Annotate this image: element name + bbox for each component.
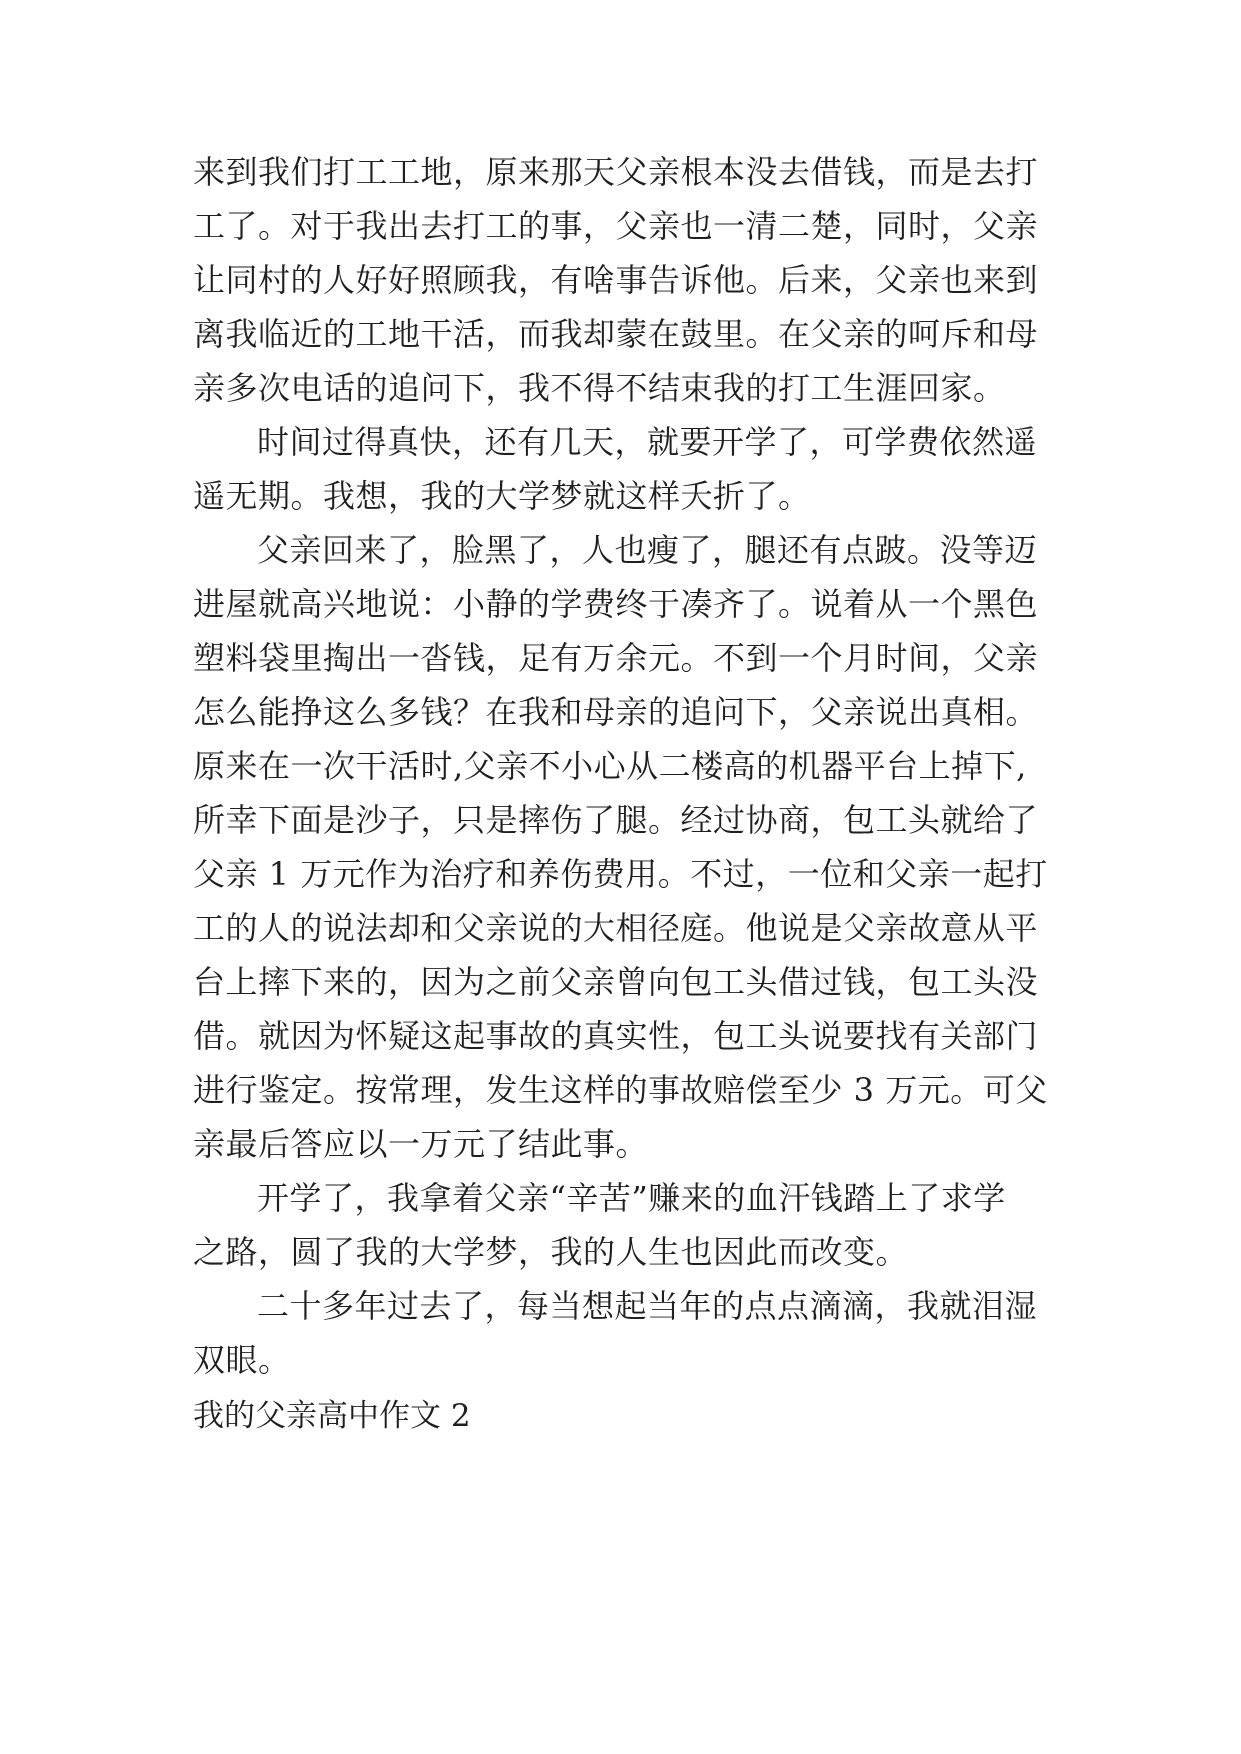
paragraph-start-line: 开学了，我拿着父亲“辛苦”赚来的血汗钱踏上了求学 bbox=[257, 1179, 1006, 1217]
section-heading: 我的父亲高中作文 2 bbox=[193, 1398, 471, 1434]
text-line: 亲最后答应以一万元了结此事。 bbox=[193, 1125, 649, 1163]
text-line: 双眼。 bbox=[193, 1341, 291, 1379]
text-line: 塑料袋里掏出一沓钱，足有万余元。不到一个月时间，父亲 bbox=[193, 639, 1039, 677]
paragraph-start-line: 时间过得真快，还有几天，就要开学了，可学费依然遥 bbox=[257, 423, 1038, 461]
text-line: 离我临近的工地干活，而我却蒙在鼓里。在父亲的呵斥和母 bbox=[193, 315, 1039, 353]
text-line: 进行鉴定。按常理，发生这样的事故赔偿至少 3 万元。可父 bbox=[193, 1071, 1048, 1109]
paragraph-start-line: 父亲回来了，脸黑了，人也瘦了，腿还有点跛。没等迈 bbox=[257, 531, 1038, 569]
paragraph-start-line: 二十多年过去了，每当想起当年的点点滴滴，我就泪湿 bbox=[257, 1287, 1038, 1325]
text-line: 让同村的人好好照顾我，有啥事告诉他。后来，父亲也来到 bbox=[193, 261, 1039, 299]
text-line: 工了。对于我出去打工的事，父亲也一清二楚，同时，父亲 bbox=[193, 207, 1039, 245]
text-line: 怎么能挣这么多钱？在我和母亲的追问下，父亲说出真相。 bbox=[193, 693, 1039, 731]
text-line: 借。就因为怀疑这起事故的真实性，包工头说要找有关部门 bbox=[193, 1017, 1039, 1055]
text-line: 父亲 1 万元作为治疗和养伤费用。不过，一位和父亲一起打 bbox=[193, 855, 1048, 893]
text-line: 所幸下面是沙子，只是摔伤了腿。经过协商，包工头就给了 bbox=[193, 801, 1039, 839]
text-line: 来到我们打工工地，原来那天父亲根本没去借钱，而是去打 bbox=[193, 153, 1039, 191]
text-line: 台上摔下来的，因为之前父亲曾向包工头借过钱，包工头没 bbox=[193, 963, 1039, 1001]
text-line: 亲多次电话的追问下，我不得不结束我的打工生涯回家。 bbox=[193, 369, 1006, 407]
text-line: 原来在一次干活时,父亲不小心从二楼高的机器平台上掉下, bbox=[193, 747, 1027, 785]
text-line: 遥无期。我想，我的大学梦就这样夭折了。 bbox=[193, 477, 811, 515]
text-line: 工的人的说法却和父亲说的大相径庭。他说是父亲故意从平 bbox=[193, 909, 1039, 947]
text-line: 之路，圆了我的大学梦，我的人生也因此而改变。 bbox=[193, 1233, 909, 1271]
text-line: 进屋就高兴地说：小静的学费终于凑齐了。说着从一个黑色 bbox=[193, 585, 1039, 623]
